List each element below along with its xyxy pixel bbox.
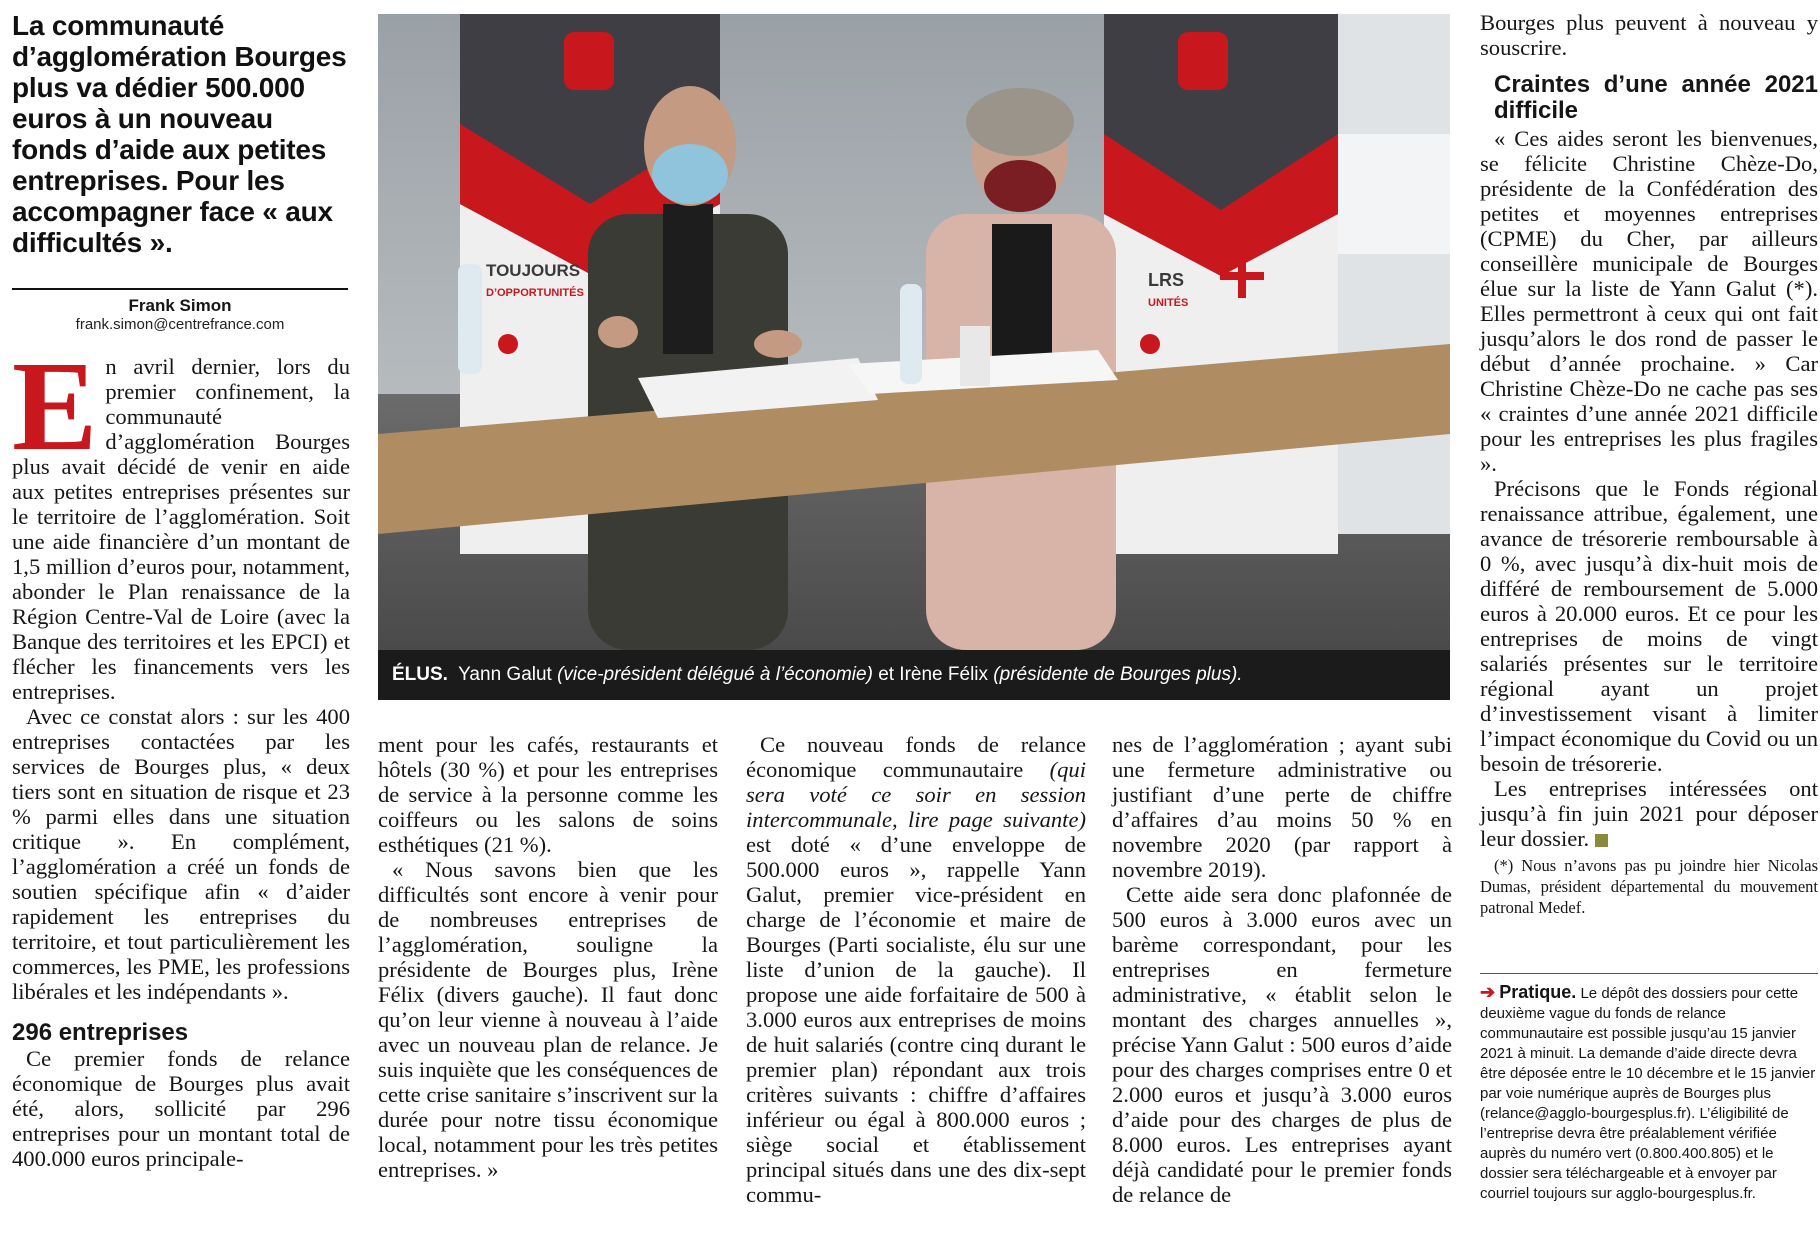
arrow-right-icon: ➔	[1480, 982, 1496, 1002]
water-bottle	[458, 264, 482, 374]
article-column-3	[746, 732, 1086, 1207]
pratique-box	[1480, 982, 1818, 1204]
subhead-craintes: Craintes d’une année 2021 difficile	[1494, 71, 1818, 124]
author-email: frank.simon@centrefrance.com	[75, 316, 285, 333]
svg-text:UNITÉS: UNITÉS	[1148, 297, 1189, 309]
svg-text:TOUJOURS: TOUJOURS	[486, 261, 581, 280]
article-column-1	[12, 335, 350, 1171]
byline	[12, 296, 348, 333]
paragraph: Avec ce constat alors : sur les 400 entreprises contactées par les services de Bourges plus, « deux tiers sont en situation de risque et 23 % parmi elles dans une situation critique ». En complément, l’agglomération a créé un fonds de soutien spécifique afin « d’aider rapidement les entreprises du territoire, et tout particulièrement les commerces, les PME, les professions libérales et les indépendants ».	[12, 704, 350, 1004]
paragraph: nes de l’agglomération ; ayant subi une fermeture administrative ou justifiant d’une perte de chiffre d’affaires d’au moins 50 % en novembre 2020 (par rapport à novembre 2019).	[1112, 732, 1452, 882]
end-mark	[1595, 834, 1608, 847]
footnote: (*) Nous n’avons pas pu joindre hier Nicolas Dumas, président départemental du mouvement patronal Medef.	[1480, 856, 1818, 917]
pratique-rule	[1480, 973, 1818, 974]
svg-text:LRS: LRS	[1148, 270, 1184, 290]
photo-illustration	[378, 14, 1450, 650]
article-column-4	[1112, 732, 1452, 1207]
water-bottle	[900, 284, 922, 384]
photo-caption: ÉLUS. Yann Galut (vice-président délégué à l’économie) et Irène Félix (présidente de Bourges plus).	[378, 650, 1450, 700]
paragraph: Précisons que le Fonds régional renaissance attribue, également, une avance de trésorerie remboursable à 0 %, avec jusqu’à dix-huit mois de différé de remboursement de 5.000 euros à 20.000 euros. Et ce pour les entreprises de moins de vingt salariés présentes sur le territoire régional ayant un projet d’investissement visant à limiter l’impact économique du Covid ou un besoin de trésorerie.	[1480, 476, 1818, 776]
paragraph: Les entreprises intéressées ont jusqu’à fin juin 2021 pour déposer leur dossier.	[1480, 776, 1818, 851]
author-name: Frank Simon	[128, 296, 232, 315]
svg-text:D’OPPORTUNITÉS: D’OPPORTUNITÉS	[486, 287, 584, 299]
paragraph: Bourges plus peuvent à nouveau y souscrire.	[1480, 10, 1818, 60]
paragraph: Cette aide sera donc plafonnée de 500 euros à 3.000 euros avec un barème correspondant, pour les entreprises en fermeture administrative, « établit selon le montant des charges annuelles », précise Yann Galut : 500 euros d’aide pour des charges comprises entre 0 et 2.000 euros et jusqu’à 3.000 euros d’aide pour des charges de plus de 8.000 euros. Les entreprises ayant déjà candidaté pour le premier fonds de relance de	[1112, 882, 1452, 1207]
opening-paragraph: En avril dernier, lors du premier confinement, la communauté d’agglomération Bourges plus avait décidé de venir en aide aux petites entreprises présentes sur le territoire de l’agglomération. Soit une aide financière d’un montant de 1,5 million d’euros pour, notamment, abonder le Plan renaissance de la Région Centre-Val de Loire (avec la Banque des territoires et les EPCI) et flécher les financements vers les entreprises.	[12, 335, 350, 704]
pratique-text: Le dépôt des dossiers pour cette deuxième vague du fonds de relance communautaire est possible jusqu’au 15 janvier 2021 à minuit. La demande d’aide directe devra être déposée entre le 10 décembre et le 15 janvier par voie numérique auprès de Bourges plus (relance@agglo-bourgesplus.fr). L’éligibilité de l’entreprise devra être préalablement vérifiée auprès du numéro vert (0.800.400.805) et le dossier sera téléchargeable et à envoyer par courriel toujours sur agglo-bourgesplus.fr.	[1480, 985, 1816, 1202]
intro-lead: La communauté d’agglomération Bourges plus va dédier 500.000 euros à un nouveau fonds d’aide aux petites entreprises. Pour les accompagner face « aux difficultés ».	[12, 10, 347, 258]
intro-column	[12, 10, 348, 258]
article-column-2	[378, 732, 718, 1182]
drop-cap: E	[12, 335, 98, 477]
paragraph: Ce premier fonds de relance économique de Bourges plus avait été, alors, sollicité par 296 entreprises pour un montant total de 400.000 euros principale-	[12, 1046, 350, 1171]
article-column-5	[1480, 10, 1818, 918]
paragraph: Ce nouveau fonds de relance économique communautaire (qui sera voté ce soir en session intercommunale, lire page suivante) est doté « d’une enveloppe de 500.000 euros », rappelle Yann Galut, premier vice-président en charge de l’économie et maire de Bourges (Parti socialiste, élu sur une liste d’union de la gauche). Il propose une aide forfaitaire de 500 à 3.000 euros aux entreprises de moins de huit salariés (contre cinq durant le premier plan) répondant aux trois critères suivants : chiffre d’affaires inférieur ou égal à 800.000 euros ; siège social et établissement principal situés dans une des dix-sept commu-	[746, 732, 1086, 1207]
pratique-label: Pratique.	[1499, 982, 1577, 1002]
article-photo	[378, 14, 1450, 700]
byline-rule	[12, 288, 348, 290]
paragraph: ment pour les cafés, restaurants et hôtels (30 %) et pour les entreprises de service à la personne comme les coiffeurs ou les salons de soins esthétiques (21 %).	[378, 732, 718, 857]
banner-right	[1104, 14, 1338, 554]
paragraph: « Ces aides seront les bienvenues, se félicite Christine Chèze-Do, présidente de la Confédération des petites et moyennes entreprises (CPME) du Cher, par ailleurs conseillère municipale de Bourges élue sur la liste de Yann Galut (*). Elles permettront à ceux qui ont fait jusqu’alors le dos rond de passer le début d’année prochaine. » Car Christine Chèze-Do ne cache pas ses « craintes d’une année 2021 difficile pour les entreprises les plus fragiles ».	[1480, 126, 1818, 476]
subhead-296: 296 entreprises	[12, 1019, 189, 1046]
quote-paragraph: « Nous savons bien que les difficultés sont encore à venir pour de nombreuses entreprises de l’agglomération, souligne la présidente de Bourges plus, Irène Félix (divers gauche). Il faut donc qu’on leur vienne à nouveau à l’aide avec un nouveau plan de relance. Je suis inquiète que les conséquences de cette crise sanitaire s’inscrivent sur la durée pour notre tissu économique local, notamment pour les très petites entreprises. »	[378, 857, 718, 1182]
